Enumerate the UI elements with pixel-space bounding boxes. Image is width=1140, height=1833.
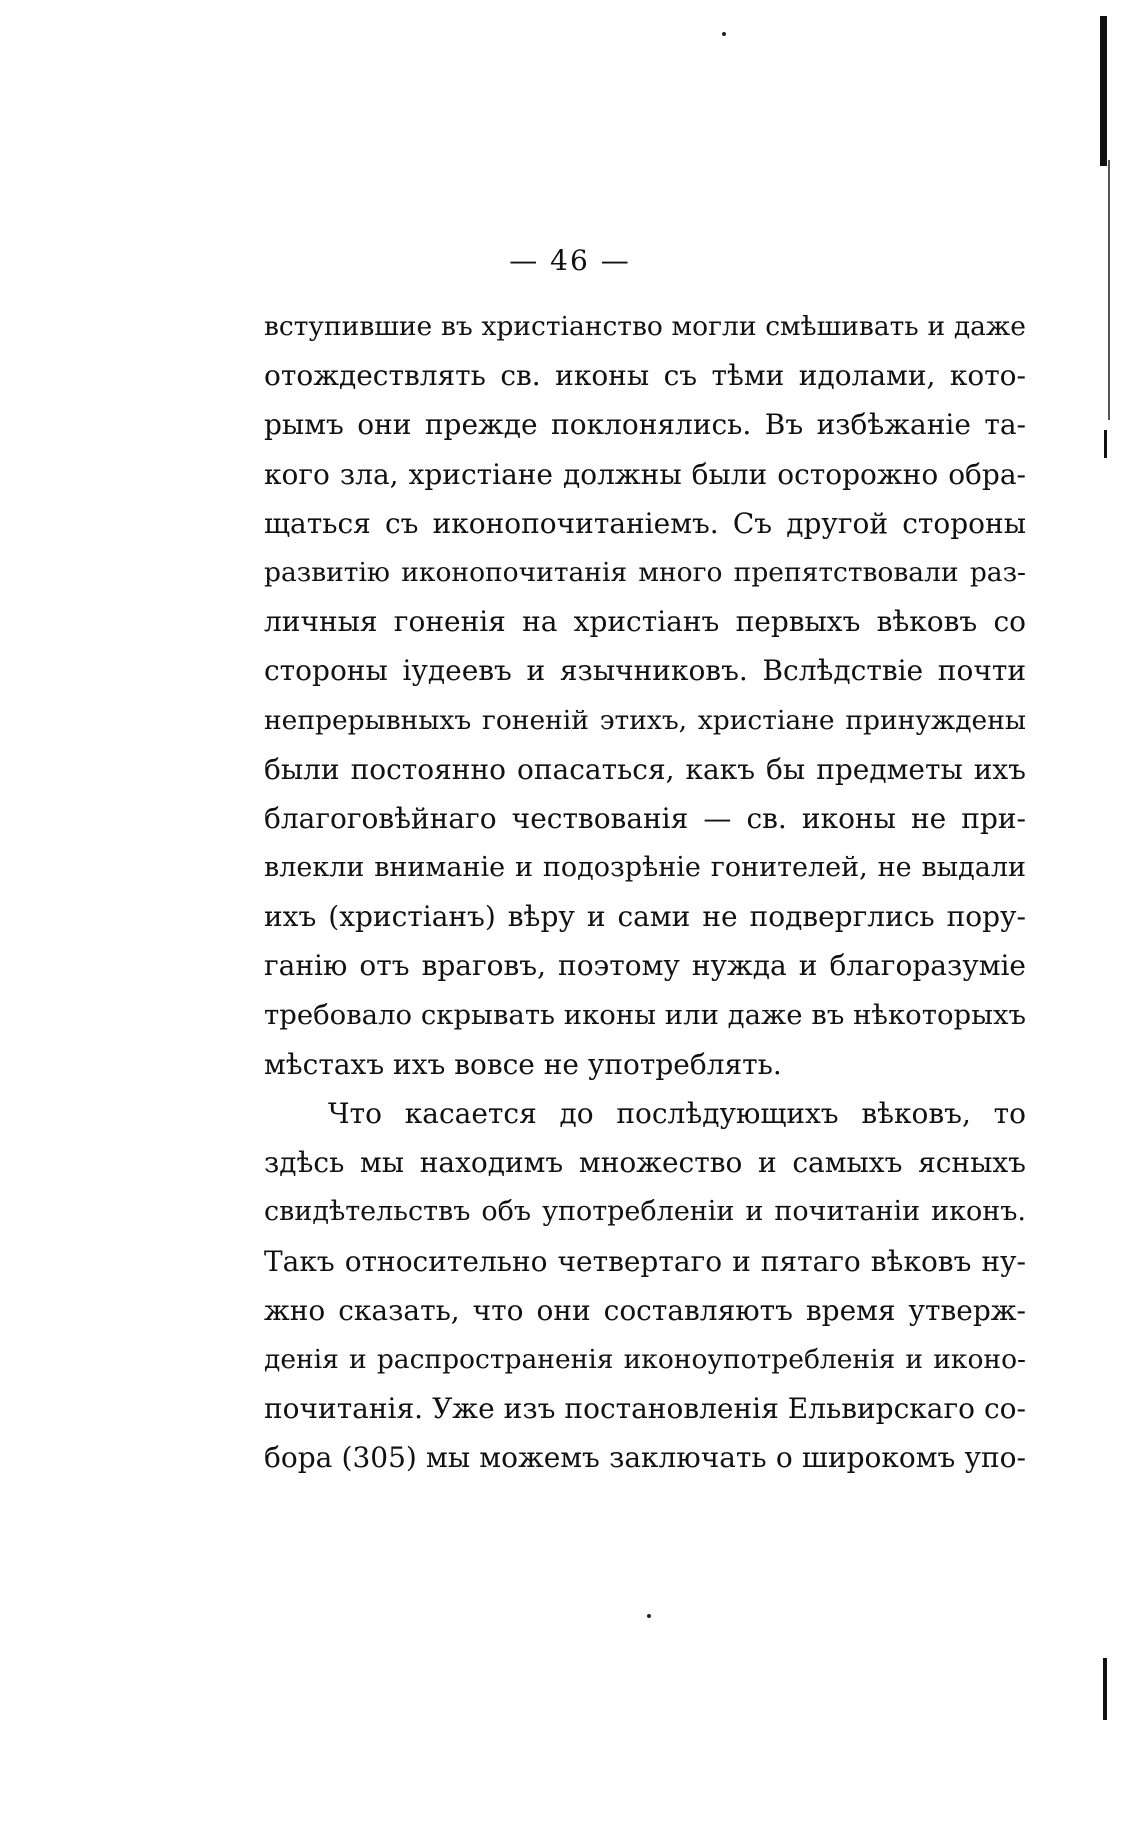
text-line: здѣсь мы находимъ множество и самыхъ ясныхъ xyxy=(264,1146,1026,1180)
text-line: ганію отъ враговъ, поэтому нужда и благоразуміе xyxy=(264,949,1026,983)
text-line: были постоянно опасаться, какъ бы предметы ихъ xyxy=(264,752,1026,786)
text-line: личныя гоненія на христіанъ первыхъ вѣковъ со xyxy=(264,605,1026,639)
text-line: рымъ они прежде поклонялись. Въ избѣжаніе та- xyxy=(264,408,1026,442)
text-line: развитію иконопочитанія много препятствовали раз- xyxy=(264,556,1026,588)
scan-edge-mark xyxy=(1104,430,1107,458)
text-line: Что касается до послѣдующихъ вѣковъ, то xyxy=(328,1097,1026,1130)
text-line: Такъ относительно четвертаго и пятаго вѣковъ ну- xyxy=(264,1244,1026,1278)
text-line: бора (305) мы можемъ заключать о широкомъ упо- xyxy=(264,1441,1026,1475)
text-line: ихъ (христіанъ) вѣру и сами не подверглись пору- xyxy=(264,900,1026,934)
scan-speck-bottom xyxy=(647,1614,651,1618)
text-line: мѣстахъ ихъ вовсе не употреблять. xyxy=(264,1047,782,1081)
scan-speck-top xyxy=(722,32,726,36)
text-line: вступившие въ христіанство могли смѣшивать и даже xyxy=(264,311,1026,342)
scan-edge-bar-bottom xyxy=(1103,1658,1107,1720)
text-line: кого зла, христіане должны были осторожно обра- xyxy=(264,457,1026,491)
text-line: свидѣтельствъ объ употребленіи и почитаніи иконъ. xyxy=(264,1196,1026,1228)
text-line: жно сказать, что они составляютъ время утверж- xyxy=(264,1293,1026,1327)
page-number: — 46 — xyxy=(509,244,631,277)
body-text xyxy=(264,302,1026,1483)
text-line: благоговѣйнаго чествованія — св. иконы не при- xyxy=(264,801,1026,835)
scan-edge-bar-top xyxy=(1100,16,1107,166)
text-line: непрерывныхъ гоненій этихъ, христіане принуждены xyxy=(264,704,1026,736)
paragraph-2 xyxy=(264,1089,1026,1483)
paragraph-1 xyxy=(264,302,1026,1089)
text-line: почитанія. Уже изъ постановленія Ельвирскаго со- xyxy=(264,1392,1026,1426)
scan-edge-line xyxy=(1108,160,1110,420)
text-line: требовало скрывать иконы или даже въ нѣкоторыхъ xyxy=(264,998,1026,1031)
text-line: отождествлять св. иконы съ тѣми идолами, кото- xyxy=(264,359,1026,393)
text-line: стороны іудеевъ и язычниковъ. Вслѣдствіе почти xyxy=(264,654,1026,688)
text-line: щаться съ иконопочитаніемъ. Съ другой стороны xyxy=(264,506,1026,540)
text-line: влекли вниманіе и подозрѣніе гонителей, не выдали xyxy=(264,852,1026,884)
text-line: денія и распространенія иконоупотребленія и иконо- xyxy=(264,1343,1026,1375)
